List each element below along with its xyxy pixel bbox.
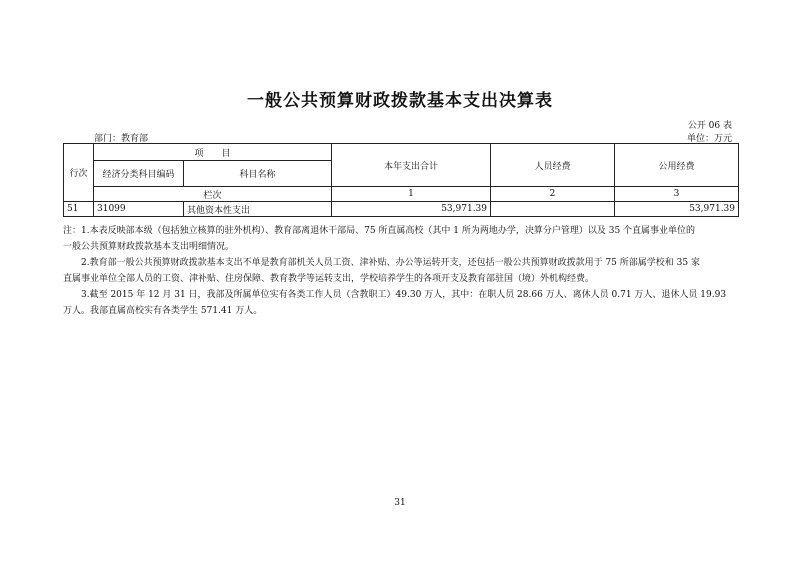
row-number: 51 [64, 202, 94, 217]
header-col-index: 栏次 [94, 187, 332, 202]
header-col-1: 1 [332, 187, 491, 202]
note-line: 直属事业单位全部人员的工资、津补贴、住房保障、教育教学等运转支出，学校培养学生的各项开支及教育部驻国（境）外机构经费。 [63, 274, 595, 284]
row-total: 53,971.39 [332, 202, 491, 217]
header-total: 本年支出合计 [332, 144, 491, 187]
note-line: 一般公共预算财政拨款基本支出明细情况。 [63, 242, 235, 252]
row-name: 其他资本性支出 [184, 202, 332, 217]
header-personnel: 人员经费 [491, 144, 615, 187]
page-number: 31 [394, 498, 406, 508]
page-title: 一般公共预算财政拨款基本支出决算表 [247, 91, 553, 111]
note-line: 2.教育部一般公共预算财政拨款基本支出不单是教育部机关人员工资、津补贴、办公等运转开支，还包括一般公共预算财政拨款用于 75 所部属学校和 35 家 [81, 258, 700, 268]
note-line: 万人。我部直属高校实有各类学生 571.41 万人。 [63, 306, 263, 316]
header-col-2: 2 [491, 187, 615, 202]
header-econ-code: 经济分类科目编码 [94, 161, 184, 187]
notes-section [63, 223, 738, 319]
form-number: 公开 06 表 [687, 121, 732, 131]
row-code: 31099 [94, 202, 184, 217]
table-row [64, 202, 739, 217]
row-public: 53,971.39 [615, 202, 739, 217]
unit-label: 单位：万元 [686, 134, 732, 144]
note-line: 注：1.本表反映部本级（包括独立核算的驻外机构）、教育部离退休干部局、75 所直属高校（其中 1 所为两地办学，决算分户管理）以及 35 个直属事业单位的 [63, 226, 696, 236]
header-project: 项 目 [94, 144, 332, 161]
note-line: 3.截至 2015 年 12 月 31 日，我部及所属单位实有各类工作人员（含教职工）49.30 万人，其中：在职人员 28.66 万人、离休人员 0.71 万人、退休人员 19.93 [81, 290, 727, 300]
header-row-no: 行次 [64, 144, 94, 202]
header-public: 公用经费 [615, 144, 739, 187]
header-col-3: 3 [615, 187, 739, 202]
department-label: 部门：教育部 [94, 134, 149, 144]
row-personnel [491, 202, 615, 217]
header-subject-name: 科目名称 [184, 161, 332, 187]
expenditure-table [63, 143, 739, 217]
